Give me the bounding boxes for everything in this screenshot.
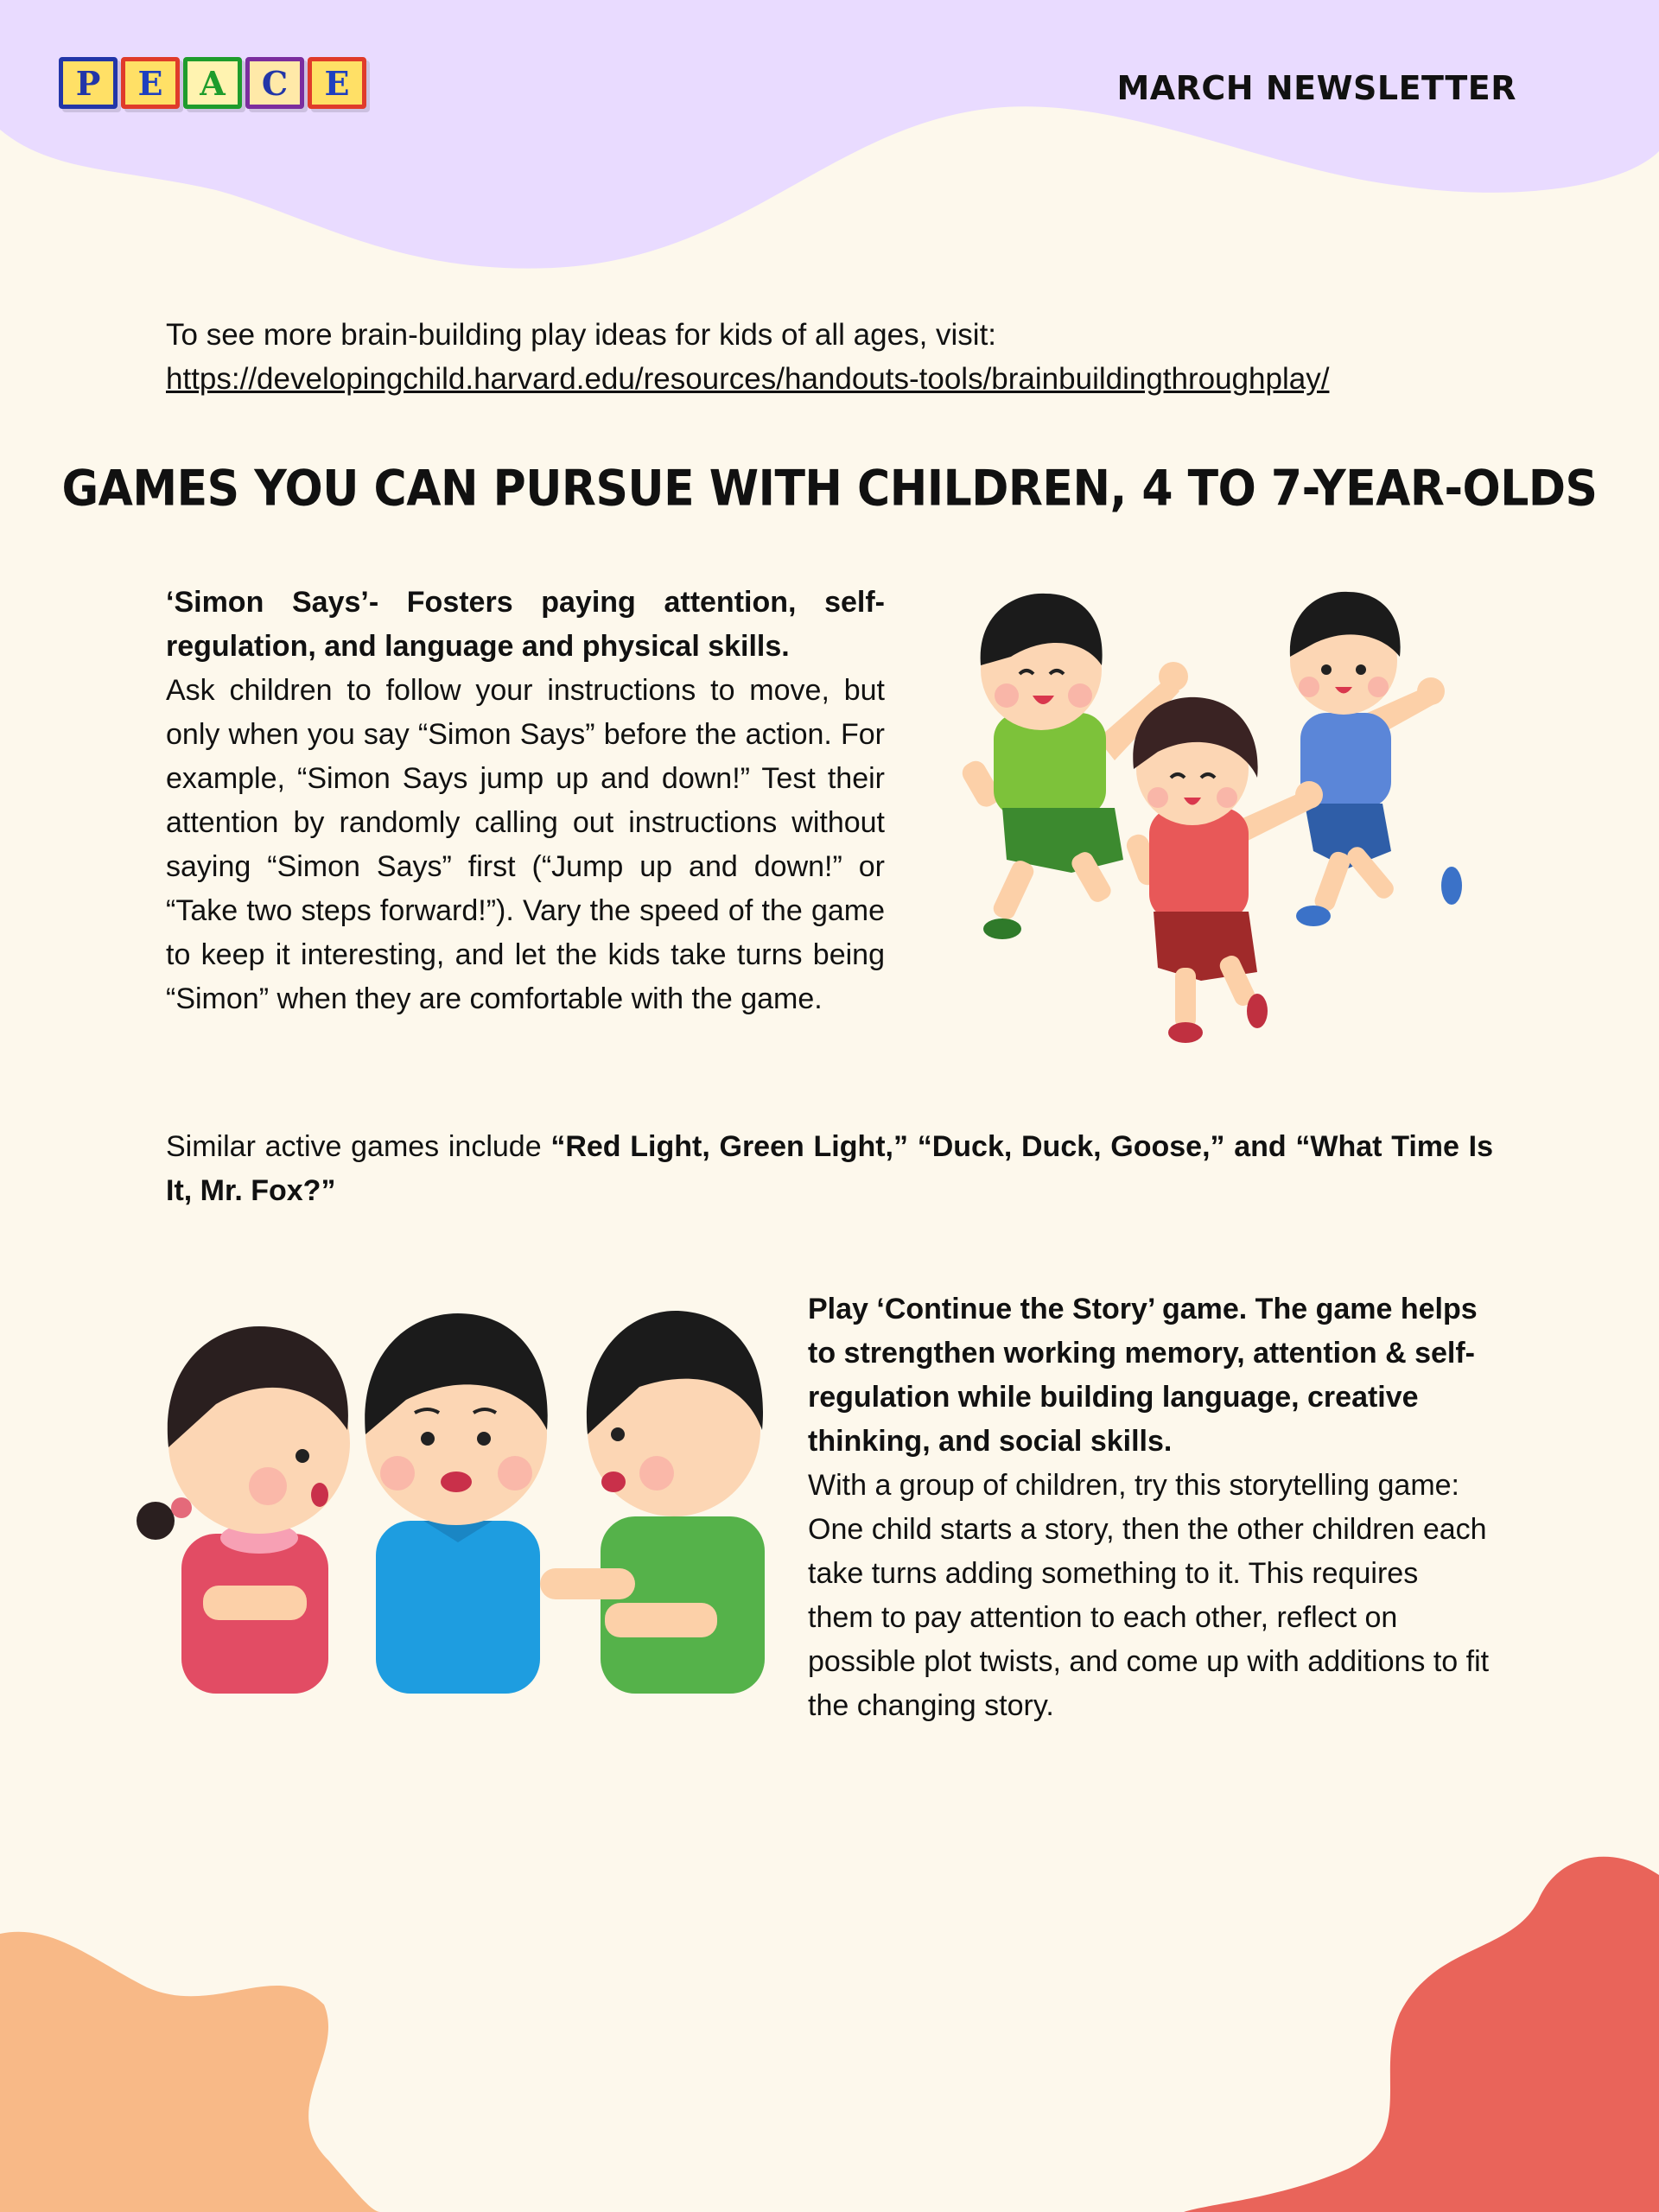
header-wave <box>0 0 1659 269</box>
bottom-right-blob <box>1184 1857 1659 2212</box>
simon-says-title: ‘Simon Says’- Fosters paying attention, self-regulation, and language and physical skills. <box>166 586 885 663</box>
girl-pink-figure <box>137 1326 350 1694</box>
logo-block-a: A <box>183 57 242 109</box>
similar-games-list: “Red Light, Green Light,” “Duck, Duck, Goose,” and “What Time Is It, Mr. Fox?” <box>166 1130 1493 1207</box>
simon-says-section <box>166 581 885 1021</box>
boy-blue-figure <box>1290 592 1462 926</box>
logo-block-e2: E <box>308 57 366 109</box>
bottom-left-blob <box>0 1932 380 2212</box>
talking-children-illustration <box>121 1292 778 1698</box>
continue-story-body: With a group of children, try this storytelling game: One child starts a story, then the other children each take turns adding something to it. This requires them to pay attention to each other, reflect on possible plot twists, and come up with additions to fit the changing story. <box>808 1469 1490 1722</box>
similar-games-lead: Similar active games include <box>166 1130 551 1163</box>
logo-block-p: P <box>59 57 118 109</box>
intro-text: To see more brain-building play ideas for kids of all ages, visit: <box>166 318 997 352</box>
boy-green-shirt-figure <box>540 1311 765 1694</box>
peace-logo <box>59 57 366 109</box>
continue-story-title: Play ‘Continue the Story’ game. The game helps to strengthen working memory, attention & self-regulation while building language, creative thinking, and social skills. <box>808 1293 1478 1458</box>
continue-story-section <box>808 1287 1491 1728</box>
resource-link[interactable]: https://developingchild.harvard.edu/resources/handouts-tools/brainbuildingthroughplay/ <box>166 362 1330 396</box>
logo-block-e: E <box>121 57 180 109</box>
simon-says-body: Ask children to follow your instructions to move, but only when you say “Simon Says” before the action. For example, “Simon Says jump up and down!” Test their attention by randomly calling out instructions without saying “Simon Says” first (“Jump up and down!” or “Take two steps forward!”). Vary the speed of the game to keep it interesting, and let the kids take turns being “Simon” when they are comfortable with the game. <box>166 674 885 1015</box>
section-heading: GAMES YOU CAN PURSUE WITH CHILDREN, 4 TO 7-YEAR-OLDS <box>61 461 1598 518</box>
jumping-children-illustration <box>942 575 1512 1067</box>
intro-paragraph <box>166 313 1514 401</box>
girl-red-figure <box>1124 697 1323 1043</box>
newsletter-title: MARCH NEWSLETTER <box>1116 69 1516 107</box>
boy-blue-shirt-figure <box>365 1313 547 1694</box>
logo-block-c: C <box>245 57 304 109</box>
similar-games-paragraph <box>166 1125 1493 1213</box>
